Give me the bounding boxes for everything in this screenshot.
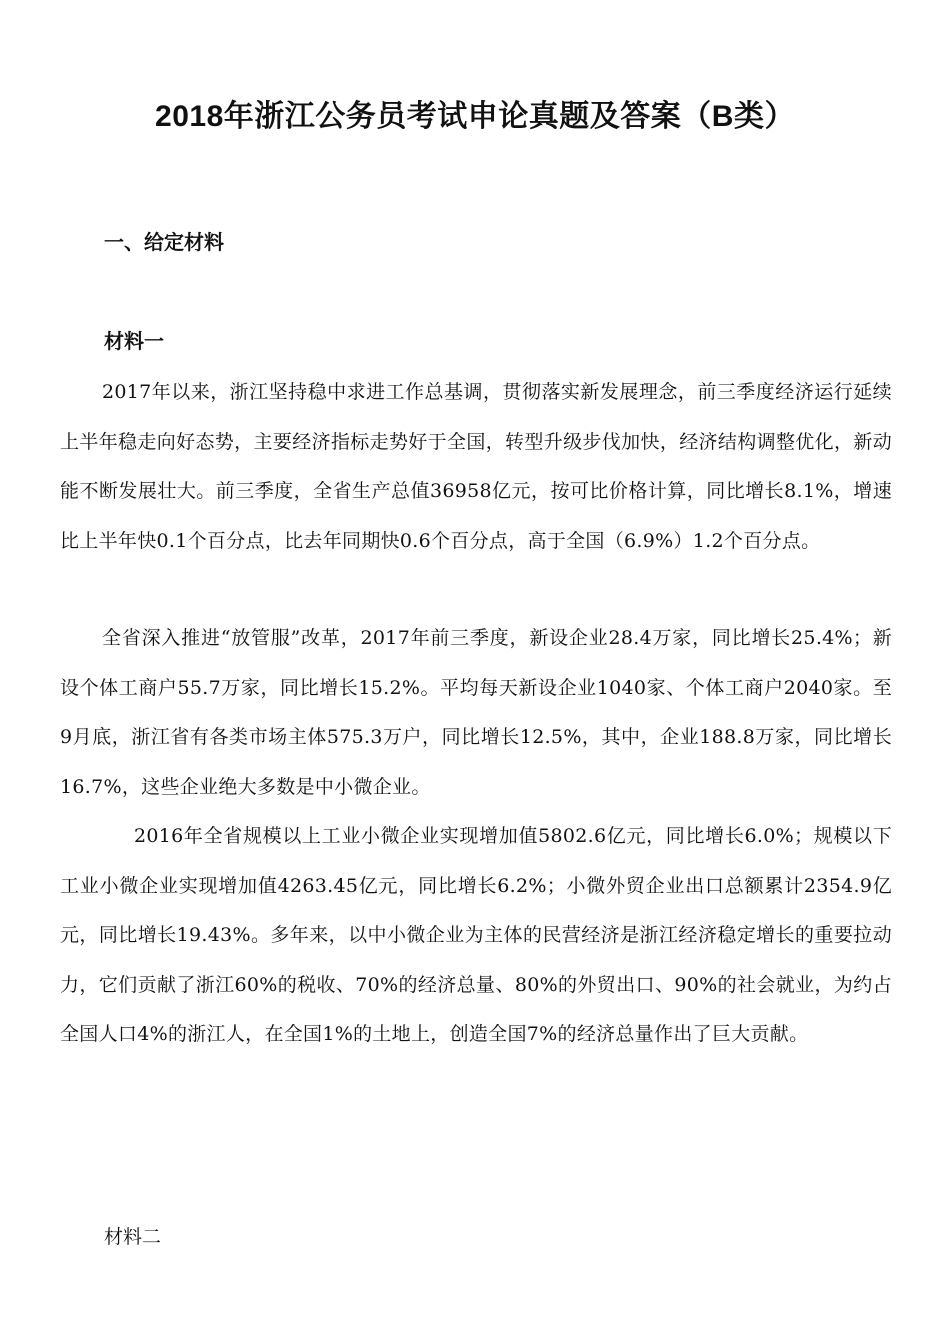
material-two-heading: 材料二 (104, 1226, 162, 1248)
document-title: 2018年浙江公务员考试申论真题及答案（B类） (155, 100, 795, 133)
material-one-paragraph-1: 2017年以来，浙江坚持稳中求进工作总基调，贯彻落实新发展理念，前三季度经济运行延续上半年稳走向好态势，主要经济指标走势好于全国，转型升级步伐加快，经济结构调整优化，新动能不断发展壮大。前三季度，全省生产总值36958亿元，按可比价格计算，同比增长8.1%，增速比上半年快0.1个百分点，比去年同期快0.6个百分点，高于全国（6.9%）1.2个百分点。 (60, 381, 892, 552)
material-one-heading: 材料一 (104, 331, 164, 353)
material-one-paragraph-3: 2016年全省规模以上工业小微企业实现增加值5802.6亿元，同比增长6.0%；规模以下工业小微企业实现增加值4263.45亿元，同比增长6.2%；小微外贸企业出口总额累计2354.9亿元，同比增长19.43%。多年来，以中小微企业为主体的民营经济是浙江经济稳定增长的重要拉动力，它们贡献了浙江60%的税收、70%的经济总量、80%的外贸出口、90%的社会就业，为约占全国人口4%的浙江人，在全国1%的土地上，创造全国7%的经济总量作出了巨大贡献。 (60, 825, 892, 1045)
material-one-paragraph-2: 全省深入推进“放管服”改革，2017年前三季度，新设企业28.4万家，同比增长25.4%；新设个体工商户55.7万家，同比增长15.2%。平均每天新设企业1040家、个体工商户2040家。至9月底，浙江省有各类市场主体575.3万户，同比增长12.5%，其中，企业188.8万家，同比增长16.7%，这些企业绝大多数是中小微企业。 (60, 627, 892, 798)
section-heading: 一、给定材料 (104, 232, 224, 254)
